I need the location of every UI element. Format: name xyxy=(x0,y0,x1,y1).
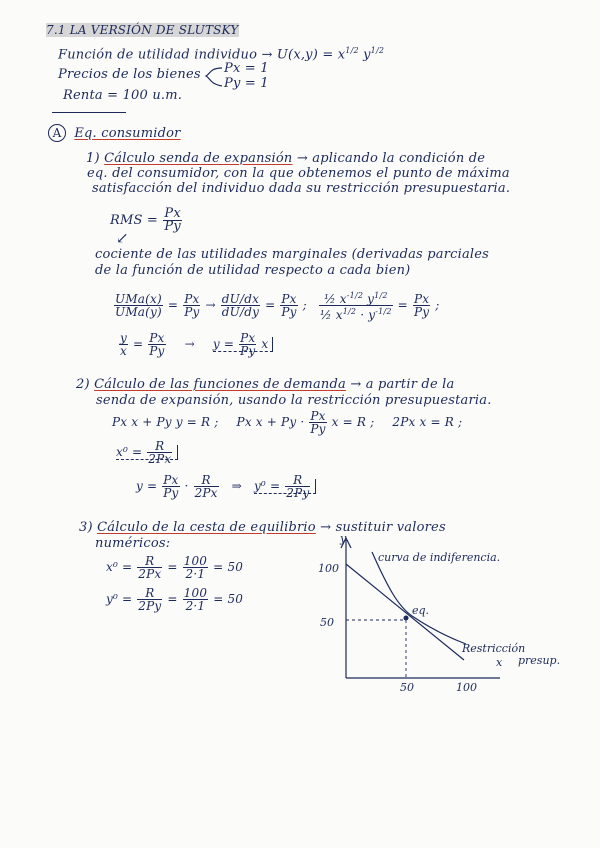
y-result: = 50 xyxy=(213,592,244,606)
frac-r: R xyxy=(194,474,219,487)
frac-2py: 2Py xyxy=(286,486,310,500)
du-dy: dU/dy xyxy=(221,305,260,319)
ratio-px: Px xyxy=(149,331,165,345)
marginal-utility-equation xyxy=(113,290,439,321)
expansion-result-box xyxy=(212,331,274,358)
step1-text1: → aplicando la condición de xyxy=(296,151,486,166)
step2-line1 xyxy=(76,377,455,392)
budget-equations xyxy=(112,410,462,435)
arrow: → xyxy=(184,337,195,351)
budget-eq1: Px x + Py y = R ; xyxy=(112,415,219,429)
utility-exp-x: 1/2 xyxy=(345,46,359,55)
utility-label: Función de utilidad individuo → xyxy=(58,47,273,63)
y0-label: y⁰ = xyxy=(253,479,281,493)
down-arrow-icon: ↙ xyxy=(116,229,129,247)
y-over-x-num: y xyxy=(120,331,127,345)
frac-2px: 2Px xyxy=(138,567,162,581)
eq-sign: = xyxy=(167,592,178,606)
x-axis-label: x xyxy=(496,656,503,669)
semicolon: ; xyxy=(302,298,307,312)
equilibrium-point xyxy=(404,616,409,621)
ratio-px: Px xyxy=(413,292,430,306)
step1-text5: de la función de utilidad respecto a cada bien) xyxy=(95,263,411,278)
curve-label: curva de indiferencia. xyxy=(378,551,501,564)
rms-label: RMS = xyxy=(110,213,159,228)
step3-title: Cálculo de la cesta de equilibrio xyxy=(97,520,316,535)
budget-eq3: 2Px x = R ; xyxy=(392,415,463,429)
ratio-py: Py xyxy=(310,422,326,436)
y-demand-box xyxy=(253,473,316,500)
step2-number: 2) xyxy=(76,377,90,392)
y-eq: y = xyxy=(136,479,158,493)
uma-y: UMa(y) xyxy=(115,305,162,319)
frac-2px: 2Px xyxy=(148,452,172,466)
x-equilibrium xyxy=(106,555,243,580)
frac-r: R xyxy=(147,440,172,453)
y0-label: y⁰ = xyxy=(106,592,133,606)
x-demand-box xyxy=(116,439,178,466)
ratio-py: Py xyxy=(281,305,297,319)
step1-number: 1) xyxy=(86,151,100,166)
utility-line xyxy=(58,43,384,62)
prices-label: Precios de los bienes xyxy=(58,67,201,82)
result-y: y = xyxy=(212,337,235,351)
y-equilibrium xyxy=(106,587,243,612)
expansion-path-equation xyxy=(118,332,273,357)
page-title xyxy=(46,23,239,38)
step3-number: 3) xyxy=(79,520,93,535)
utility-y: y xyxy=(363,47,371,63)
step2-text1: → a partir de la xyxy=(350,377,455,392)
price-x: Px = 1 xyxy=(224,61,269,76)
rms-px: Px xyxy=(164,206,181,221)
equilibrium-graph xyxy=(300,528,590,698)
utility-exp-y: 1/2 xyxy=(370,46,385,55)
y-axis-label: y xyxy=(340,532,347,545)
frac-100: 100 xyxy=(183,554,208,568)
arrow: → xyxy=(205,298,216,312)
frac-2py: 2Py xyxy=(138,599,162,613)
section-badge: A xyxy=(48,124,66,142)
utility-formula: U(x,y) = x xyxy=(276,47,346,63)
frac-r: R xyxy=(137,555,162,568)
step1-title: Cálculo senda de expansión xyxy=(104,151,293,166)
step1-text4: cociente de las utilidades marginales (derivadas parciales xyxy=(95,247,490,262)
eq-sign: = xyxy=(397,298,408,312)
frac-2-1: 2·1 xyxy=(185,567,206,581)
step2-text2: senda de expansión, usando la restricción presupuestaria. xyxy=(96,393,492,408)
income-line: Renta = 100 u.m. xyxy=(63,88,183,103)
step2-title: Cálculo de las funciones de demanda xyxy=(94,377,346,392)
result-x: x xyxy=(261,337,269,351)
price-y: Py = 1 xyxy=(224,76,269,91)
step1-line1 xyxy=(86,151,485,166)
semicolon: ; xyxy=(435,298,440,312)
ratio-px: Px xyxy=(240,331,256,345)
eq-sign: = xyxy=(265,298,276,312)
y-demand xyxy=(136,474,316,499)
budget-eq2a: Px x + Py · xyxy=(236,415,305,429)
frac-2px: 2Px xyxy=(194,486,218,500)
section-a-heading xyxy=(48,124,181,142)
step3-text1: → sustituir valores xyxy=(320,520,446,535)
indifference-curve xyxy=(372,552,466,644)
eq-sign: = xyxy=(167,560,178,574)
prices-brace xyxy=(200,64,226,90)
divider xyxy=(52,112,126,113)
ratio-px: Px xyxy=(184,292,200,306)
tick-x100: 100 xyxy=(456,681,477,694)
step1-text3: satisfacción del individuo dada su restricción presupuestaria. xyxy=(92,181,511,196)
derivative-num: ½ $x^{-1/2}$ $y^{1/2}$ xyxy=(319,290,393,306)
budget-label-1: Restricción xyxy=(462,642,526,655)
frac-r: R xyxy=(137,587,162,600)
step1-text2: eq. del consumidor, con la que obtenemos el punto de máxima xyxy=(87,166,510,181)
x-demand xyxy=(116,440,178,465)
eq-label: eq. xyxy=(412,604,430,617)
frac-r: R xyxy=(285,474,310,487)
frac-2-1: 2·1 xyxy=(185,599,206,613)
eq-sign: = xyxy=(167,298,179,312)
section-title: Eq. consumidor xyxy=(74,126,181,141)
step3-text2: numéricos: xyxy=(95,536,171,551)
ratio-px: Px xyxy=(163,473,179,487)
derivative-den: ½ $x^{1/2} \cdot y^{-1/2}$ xyxy=(319,307,392,322)
tick-x50: 50 xyxy=(400,681,414,694)
x0-label: x⁰ = xyxy=(116,445,143,459)
ratio-py: Py xyxy=(240,344,256,358)
frac-100: 100 xyxy=(183,586,208,600)
x0-label: x⁰ = xyxy=(106,560,133,574)
uma-x: UMa(x) xyxy=(115,292,162,306)
budget-eq2b: x = R ; xyxy=(331,415,375,429)
budget-label-2: presup. xyxy=(518,654,561,667)
ratio-px: Px xyxy=(310,409,326,423)
implies: ⇒ xyxy=(231,479,242,493)
ratio-py: Py xyxy=(413,305,430,319)
tick-y50: 50 xyxy=(320,616,334,629)
ratio-px: Px xyxy=(281,292,297,306)
ratio-py: Py xyxy=(149,344,165,358)
x-result: = 50 xyxy=(213,560,244,574)
rms-py: Py xyxy=(164,219,181,234)
ratio-py: Py xyxy=(163,486,179,500)
ratio-py: Py xyxy=(184,305,200,319)
times: · xyxy=(184,479,189,493)
y-over-x-den: x xyxy=(120,344,127,358)
eq-sign: = xyxy=(133,337,144,351)
title-text: 7.1 LA VERSIÓN DE SLUTSKY xyxy=(46,23,239,37)
tick-y100: 100 xyxy=(318,562,339,575)
budget-line xyxy=(346,564,464,660)
du-dx: dU/dx xyxy=(221,292,260,306)
